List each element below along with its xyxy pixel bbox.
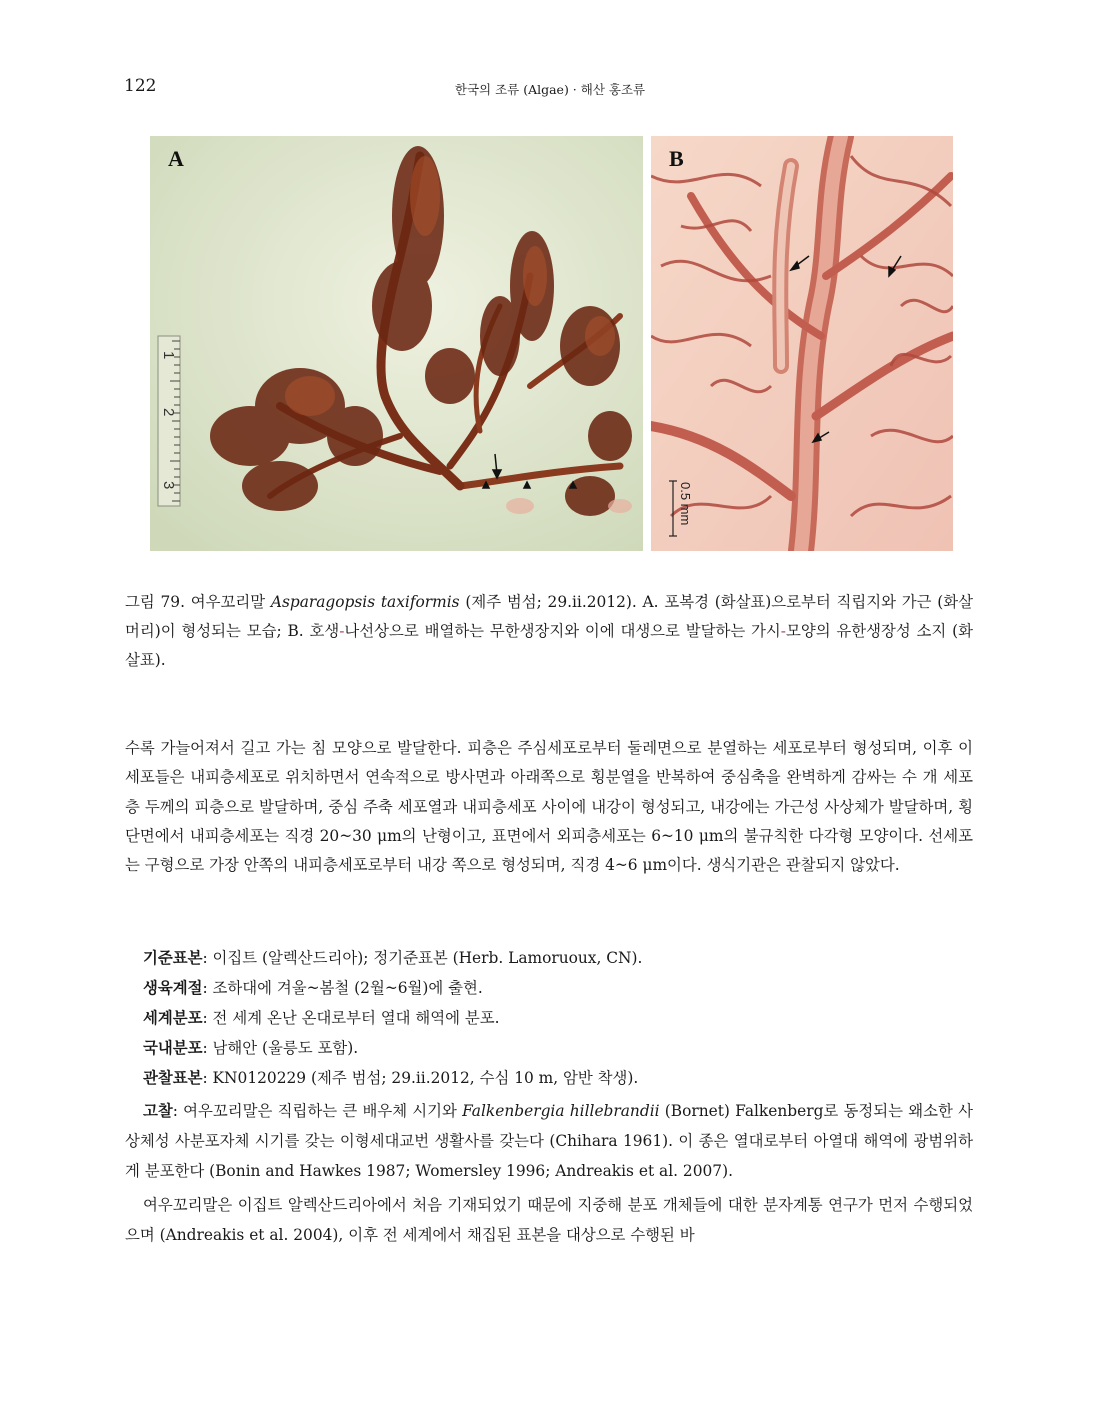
figure-caption	[125, 588, 973, 675]
caption-text-3: 모양의 유한생장성 소지 (화살표).	[125, 622, 973, 669]
korea-distribution-label: 국내분포	[143, 1039, 203, 1057]
figure-panel-b	[651, 136, 953, 551]
specimen-line	[143, 1064, 638, 1093]
running-title: 한국의 조류 (Algae) · 해산 홍조류	[454, 82, 646, 97]
world-distribution-value: : 전 세계 온난 온대로부터 열대 해역에 분포.	[202, 1009, 500, 1027]
type-specimen-line	[143, 944, 642, 973]
panel-label-b: B	[669, 146, 684, 171]
world-distribution-label: 세계분포	[143, 1009, 203, 1027]
korea-distribution-value: : 남해안 (울릉도 포함).	[202, 1039, 359, 1057]
discussion-label: 고찰	[143, 1102, 173, 1120]
ruler	[158, 336, 180, 506]
season-label: 생육계절	[143, 979, 203, 997]
specimen-label: 관찰표본	[143, 1069, 203, 1087]
type-specimen-value: : 이집트 (알렉산드리아); 정기준표본 (Herb. Lamoruoux, CN).	[202, 949, 643, 967]
caption-text-2: 나선상으로 배열하는 무한생장지와 이에 대생으로 발달하는 가시	[344, 622, 781, 640]
caption-prefix: 그림 79. 여우꼬리말	[125, 593, 271, 611]
caption-dash-1: -	[339, 622, 345, 640]
season-line	[143, 974, 483, 1003]
world-distribution-line	[143, 1004, 500, 1033]
caption-species: Asparagopsis taxiformis	[270, 593, 460, 611]
ruler-number-3: 3	[160, 481, 177, 490]
ruler-number-2: 2	[160, 408, 177, 417]
discussion-species: Falkenbergia hillebrandii	[462, 1102, 660, 1120]
panel-label-a: A	[168, 146, 184, 171]
scale-bar-label: 0.5 mm	[678, 482, 693, 526]
caption-dash-2: -	[780, 622, 786, 640]
discussion-paragraph-2: 여우꼬리말은 이집트 알렉산드리아에서 처음 기재되었기 때문에 지중해 분포 개체들에 대한 분자계통 연구가 먼저 수행되었으며 (Andreakis et al. 2004), 이후 전 세계에서 채집된 표본을 대상으로 수행된 바	[125, 1196, 973, 1244]
type-specimen-label: 기준표본	[143, 949, 203, 967]
discussion-text-1b: (Bornet) Falkenberg로 동정되는 왜소한 사상체성 사분포자체 시기를 갖는 이형세대교번 생활사를 갖는다 (Chihara 1961). 이 종은 열대로부터 아열대 해역에 광범위하게 분포한다 (Bonin and Hawkes 1987; Womersley 1996; Andreakis et al. 2007).	[125, 1102, 973, 1180]
page-number: 122	[124, 76, 157, 96]
seaweed-photo-a	[150, 136, 643, 551]
korea-distribution-line	[143, 1034, 358, 1063]
season-value: : 조하대에 겨울~봄철 (2월~6월)에 출현.	[202, 979, 483, 997]
discussion-paragraph-1	[125, 1096, 973, 1186]
discussion-text-1a: : 여우꼬리말은 직립하는 큰 배우체 시기와	[172, 1102, 463, 1120]
discussion-section	[125, 1096, 973, 1250]
figure-panel-a	[150, 136, 643, 551]
specimen-value: : KN0120229 (제주 범섬; 29.ii.2012, 수심 10 m, 암반 착생).	[202, 1069, 639, 1087]
caption-text-1: (제주 범섬; 29.ii.2012). A. 포복경 (화살표)으로부터 직립지와 가근 (화살머리)이 형성되는 모습; B. 호생	[125, 593, 973, 640]
ruler-number-1: 1	[160, 351, 177, 360]
body-paragraph: 수록 가늘어져서 길고 가는 침 모양으로 발달한다. 피층은 주심세포로부터 둘레면으로 분열하는 세포로부터 형성되며, 이후 이 세포들은 내피층세포로 위치하면서 연속적으로 방사면과 아래쪽으로 횡분열을 반복하여 중심축을 완벽하게 감싸는 수 개 세포층 두께의 피층으로 발달하며, 중심 주축 세포열과 내피층세포 사이에 내강이 형성되고, 내강에는 가근성 사상체가 발달하며, 횡단면에서 내피층세포는 직경 20~30 μm의 난형이고, 표면에서 외피층세포는 6~10 μm의 불규칙한 다각형 모양이다. 선세포는 구형으로 가장 안쪽의 내피층세포로부터 내강 쪽으로 형성되며, 직경 4~6 μm이다. 생식기관은 관찰되지 않았다.	[125, 739, 973, 875]
micrograph-photo-b	[651, 136, 953, 551]
